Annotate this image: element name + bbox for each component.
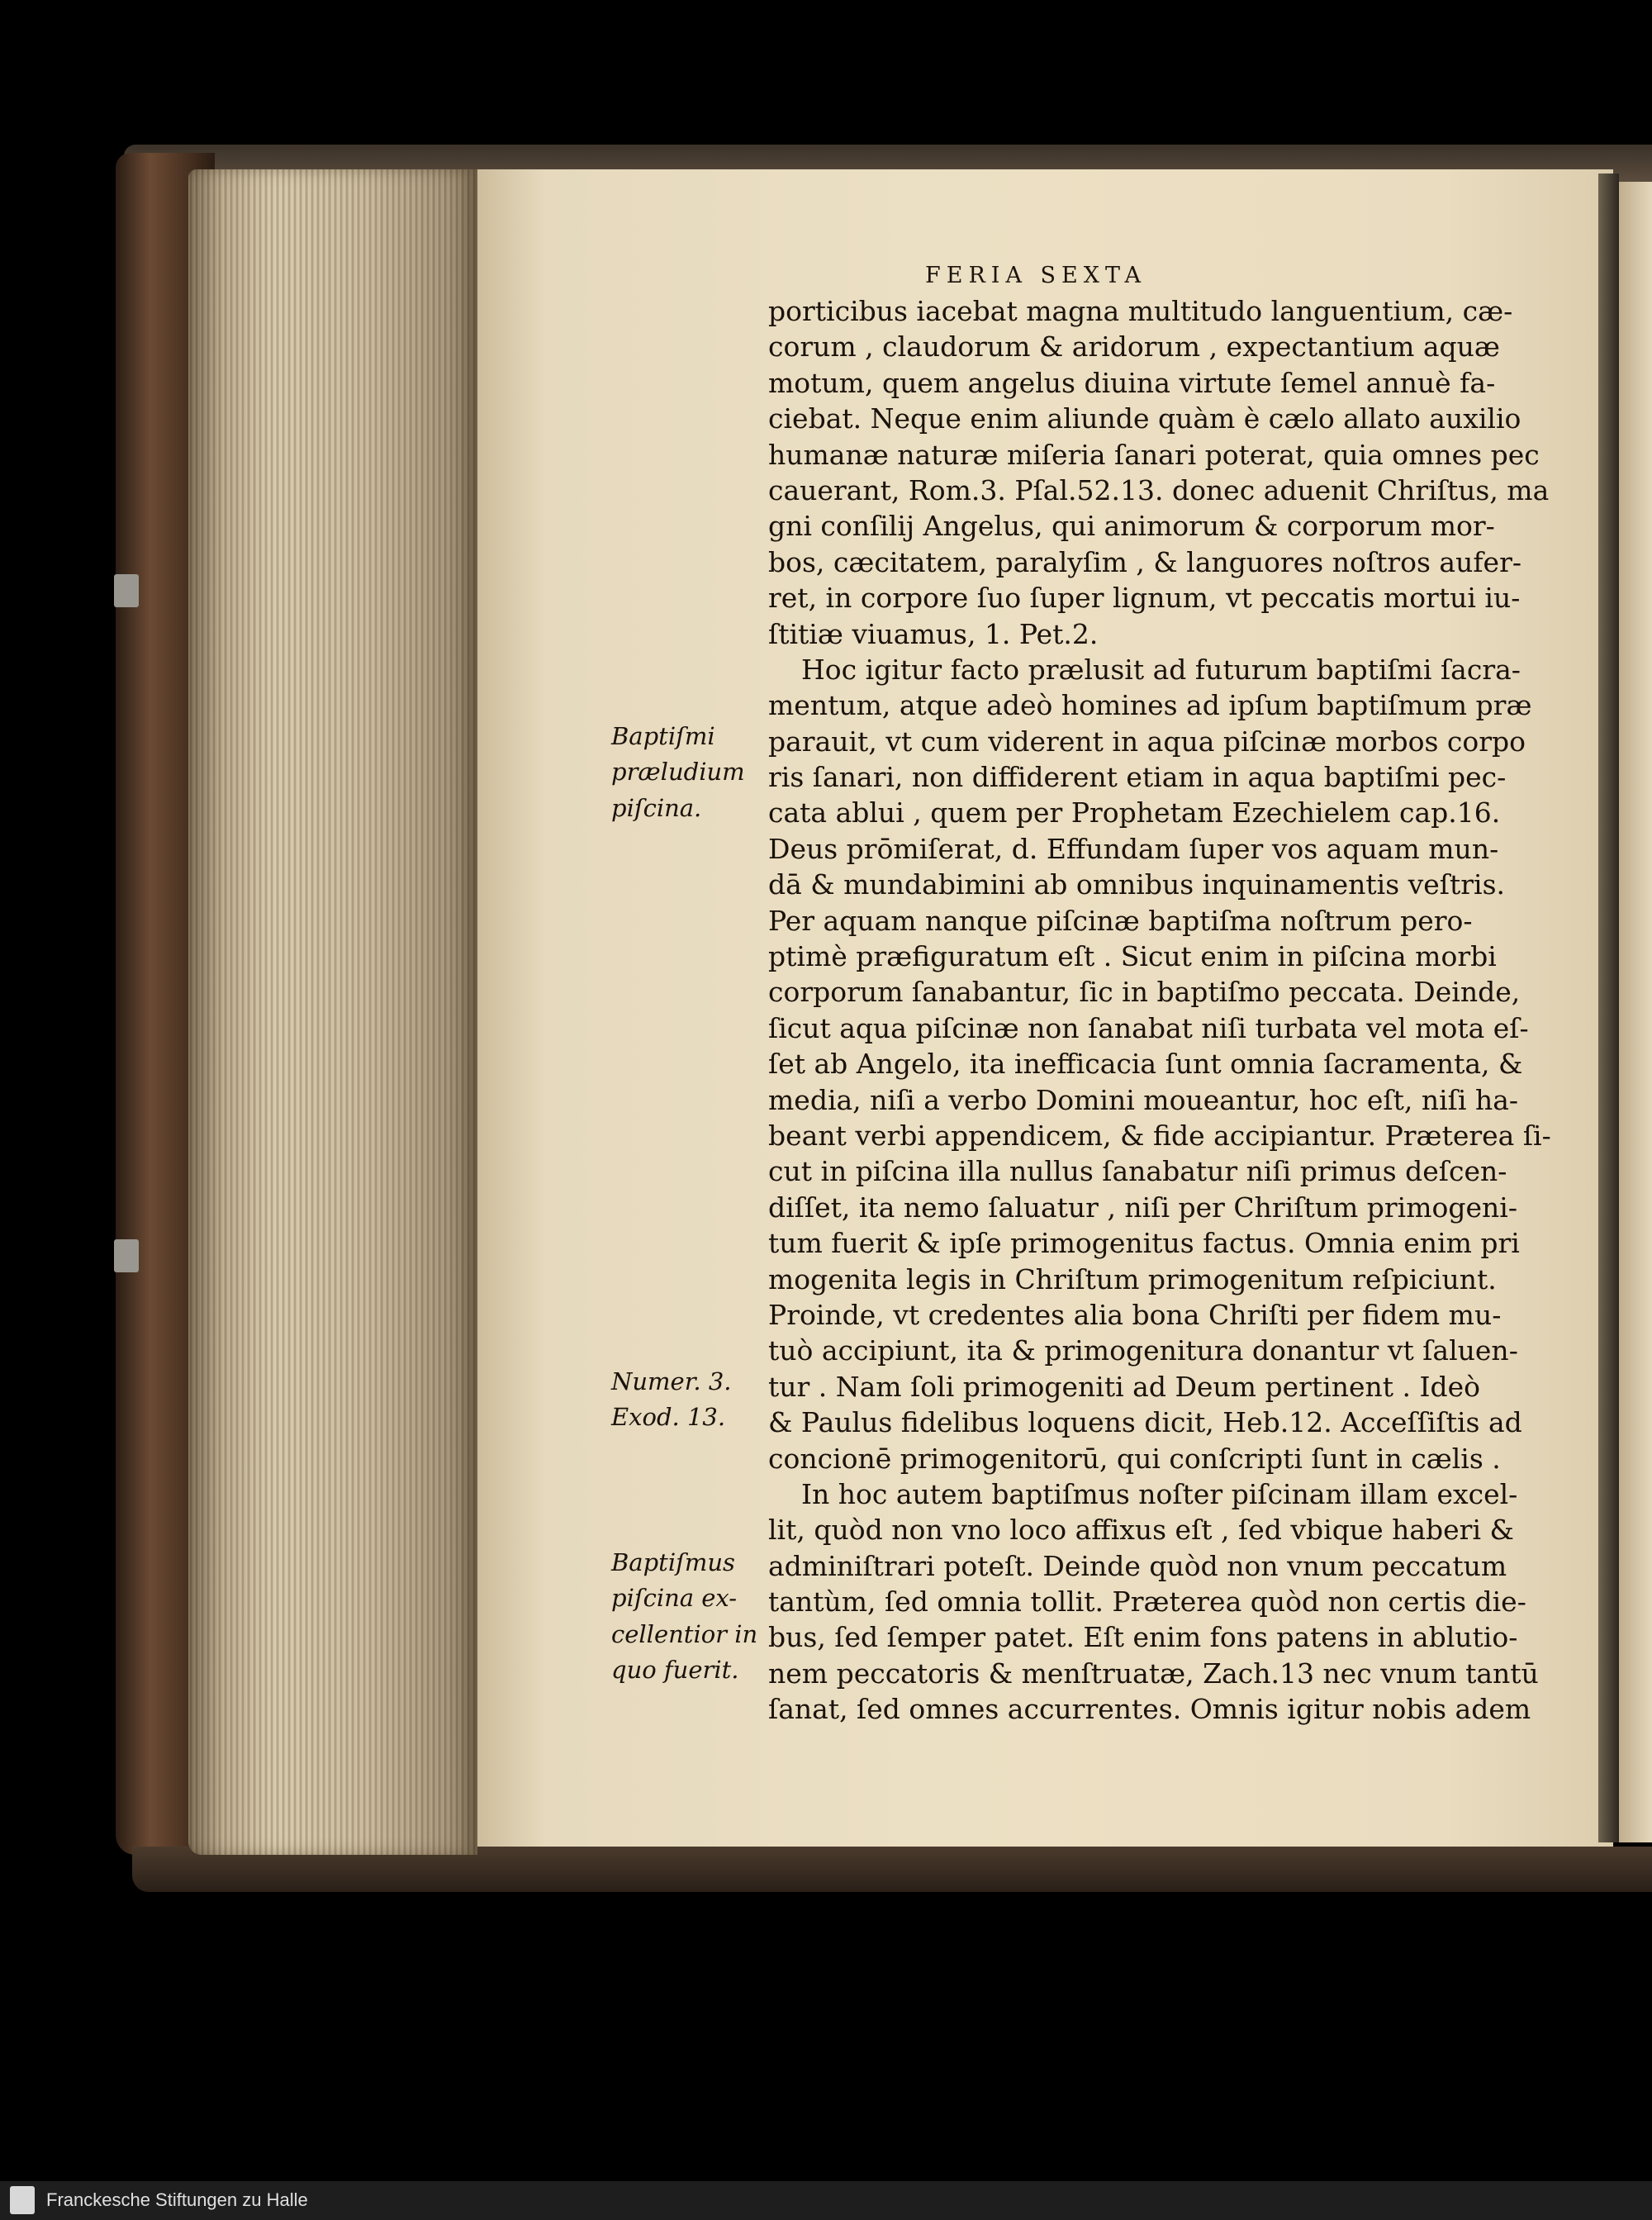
text-line: tantùm, ſed omnia tollit. Præterea quòd non certis die- (768, 1585, 1526, 1619)
text-line: Proinde, vt credentes alia bona Chriſti per fidem mu- (768, 1298, 1502, 1331)
text-line: diſſet, ita nemo ſaluatur , niſi per Chriſtum primogeni- (768, 1191, 1517, 1224)
marginal-note-line: piſcina. (611, 793, 702, 822)
text-line: mogenita legis in Chriſtum primogenitum reſpiciunt. (768, 1262, 1497, 1295)
marginal-note (611, 1364, 776, 1436)
text-line: Deus prōmiſerat, d. Effundam ſuper vos aquam mun- (768, 832, 1499, 865)
text-line: bus, ſed ſemper patet. Eſt enim fons patens in ablutio- (768, 1621, 1518, 1654)
text-line: cata ablui , quem per Prophetam Ezechielem cap.16. (768, 796, 1501, 830)
text-line: corporum ſanabantur, ſic in baptiſmo peccata. Deinde, (768, 976, 1521, 1009)
marginal-note-line: quo fuerit. (611, 1656, 739, 1685)
text-line: ret, in corpore ſuo ſuper lignum, vt peccatis mortui iu- (768, 582, 1521, 615)
marginal-note-line: Numer. 3. (611, 1367, 732, 1395)
text-line: In hoc autem baptiſmus noſter piſcinam illam excel- (801, 1477, 1518, 1510)
clasp-icon (114, 1239, 139, 1272)
text-line: media, niſi a verbo Domini moueantur, hoc eſt, niſi ha- (768, 1083, 1519, 1116)
footer-institution: Franckesche Stiftungen zu Halle (46, 2189, 308, 2210)
text-line: Per aquam nanque piſcinæ baptiſma noſtrum pero- (768, 904, 1473, 937)
text-line: tum fuerit & ipſe primogenitus factus. Omnia enim pri (768, 1227, 1520, 1260)
gutter (1598, 174, 1619, 1842)
clasp-icon (114, 574, 139, 607)
text-line: ſicut aqua piſcinæ non ſanabat niſi turbata vel mota eſ- (768, 1011, 1529, 1044)
text-line: bos, cæcitatem, paralyſim , & languores noſtros aufer- (768, 545, 1521, 578)
text-line: corum , claudorum & aridorum , expectantium aquæ (768, 330, 1500, 364)
marginal-note (611, 1545, 776, 1689)
text-line: adminiſtrari poteſt. Deinde quòd non vnum peccatum (768, 1549, 1507, 1582)
text-line: lit, quòd non vno loco affixus eſt , ſed vbique haberi & (768, 1514, 1514, 1547)
text-line: ſet ab Angelo, ita inefficacia ſunt omnia ſacramenta, & (768, 1048, 1523, 1081)
page-edges (188, 169, 477, 1855)
marginal-note-line: Baptiſmus (611, 1548, 735, 1576)
text-line: beant verbi appendicem, & fide accipiantur. Præterea ſi- (768, 1119, 1551, 1152)
text-line: & Paulus fidelibus loquens dicit, Heb.12. Acceſſiſtis ad (768, 1406, 1522, 1439)
facing-page-edge (1619, 182, 1652, 1842)
text-line: humanæ naturæ miſeria ſanari poterat, quia omnes pec (768, 438, 1540, 471)
text-line: ptimè præfiguratum eſt . Sicut enim in piſcina morbi (768, 940, 1497, 973)
marginal-note-line: Exod. 13. (611, 1403, 726, 1432)
text-line: concionē primogenitorū, qui conſcripti ſunt in cælis . (768, 1442, 1501, 1475)
text-line: mentum, atque adeò homines ad ipſum baptiſmum præ (768, 689, 1532, 722)
text-line: Hoc igitur facto prælusit ad futurum baptiſmi ſacra- (801, 653, 1521, 686)
text-line: porticibus iacebat magna multitudo languentium, cæ- (768, 295, 1513, 327)
text-line: tuò accipiunt, ita & primogenitura donantur vt ſaluen- (768, 1334, 1518, 1367)
text-line: parauit, vt cum viderent in aqua piſcinæ morbos corpo (768, 725, 1526, 758)
text-line: gni conſilij Angelus, qui animorum & corporum mor- (768, 510, 1495, 543)
text-line: dā & mundabimini ab omnibus inquinamentis veſtris. (768, 868, 1506, 901)
marginal-note (611, 719, 776, 826)
text-line: cauerant, Rom.3. Pſal.52.13. donec aduenit Chriſtus, ma (768, 473, 1550, 506)
footer-bar (0, 2181, 1652, 2220)
text-line: ris ſanari, non diffiderent etiam in aqua baptiſmi pec- (768, 761, 1507, 794)
main-text-block (768, 293, 1551, 1728)
text-line: ſanat, ſed omnes accurrentes. Omnis igitur nobis adem (768, 1693, 1531, 1726)
institution-logo-icon (10, 2186, 35, 2214)
marginal-note-line: præludium (611, 758, 745, 787)
text-line: ſtitiæ viuamus, 1. Pet.2. (768, 617, 1099, 650)
text-line: tur . Nam ſoli primogeniti ad Deum pertinent . Ideò (768, 1370, 1481, 1403)
text-line: nem peccatoris & menſtruatæ, Zach.13 nec vnum tantū (768, 1657, 1539, 1690)
marginal-note-line: Baptiſmi (611, 722, 715, 750)
text-line: motum, quem angelus diuina virtute ſemel annuè fa- (768, 366, 1496, 399)
marginal-note-line: cellentior in (611, 1619, 758, 1648)
marginal-note-line: piſcina ex- (611, 1584, 738, 1613)
running-head: FERIA SEXTA (925, 263, 1146, 288)
text-line: ciebat. Neque enim aliunde quàm è cælo allato auxilio (768, 402, 1521, 435)
text-line: cut in piſcina illa nullus ſanabatur niſi primus deſcen- (768, 1155, 1507, 1188)
